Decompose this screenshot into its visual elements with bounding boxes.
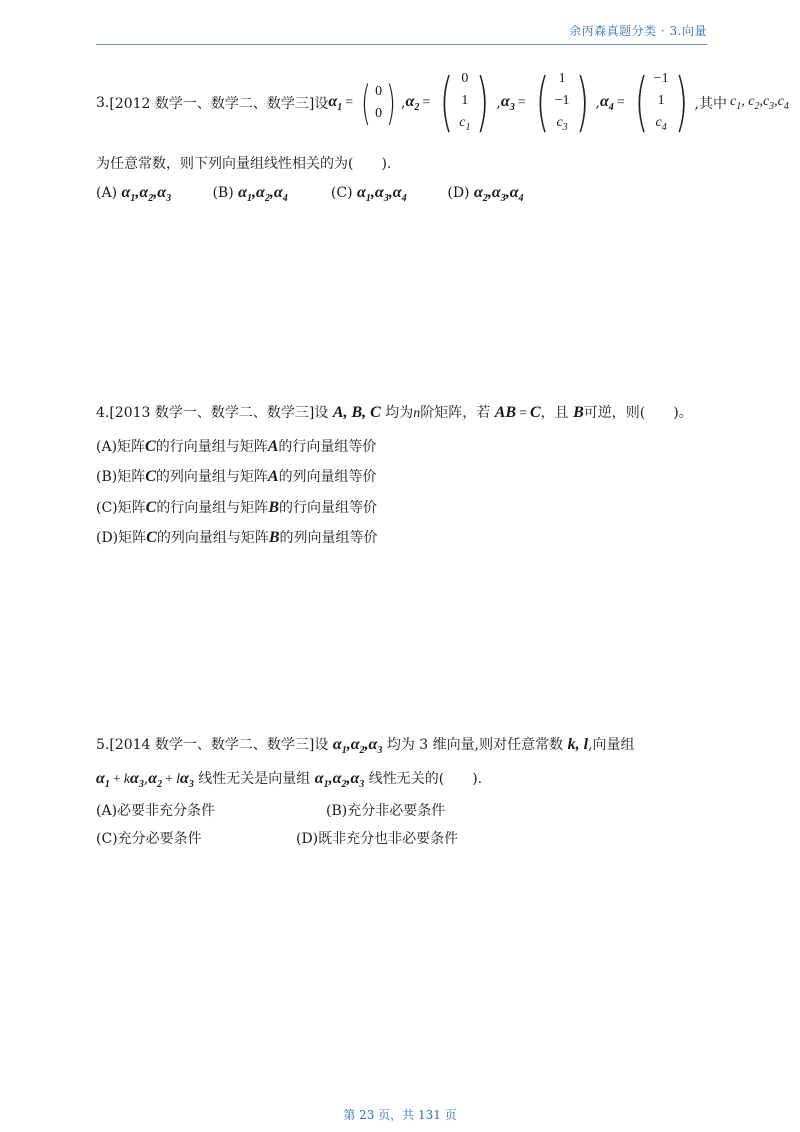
question-5-line-2: $\alpha_1 + k\alpha_3,\alpha_2 + l\alpha_3$ 线性无关是向量组 $\alpha_1,\alpha_2,\alpha_3$ 线性无关的( ).	[96, 770, 483, 791]
question-5-line-1: 5.[2014 数学一、数学二、数学三]设 $\alpha_1,\alpha_2,\alpha_3$ 均为 3 维向量,则对任意常数 k, l,向量组	[96, 736, 635, 757]
option-c: (C) $\alpha_1,\alpha_3,\alpha_4$	[330, 184, 407, 205]
question-4-option-d: (D)矩阵C的列向量组与矩阵B的列向量组等价	[96, 529, 378, 546]
alpha-4: $\alpha_4$	[599, 92, 614, 114]
alpha-1: $\alpha_1$	[328, 92, 343, 114]
question-4-option-a: (A)矩阵C的行向量组与矩阵A的行向量组等价	[96, 438, 377, 455]
question-3-lead: 设	[314, 96, 329, 112]
option-b: (B)充分非必要条件	[326, 803, 446, 819]
vector-alpha-2: ( 0 1 $c_1$ )	[439, 65, 490, 140]
question-3-line-2: 为任意常数，则下列向量组线性相关的为( ).	[96, 156, 392, 172]
option-a: (A)必要非充分条件	[96, 803, 216, 819]
vector-alpha-1: ( 0 0 )	[361, 76, 397, 130]
page-number: 第 23 页，共 131 页	[343, 1108, 457, 1122]
question-5-options-row-2	[96, 828, 458, 848]
option-d: (D) $\alpha_2,\alpha_3,\alpha_4$	[447, 184, 524, 205]
question-3-line-1: 3. [2012 数学一、数学二、数学三] 设 $\alpha_1$ = ( 0 0 ) , $\alpha_2$ = ( 0 1 $c_1$ ) , $\alpha_3$ = ( 1 −1 $c_3$ ) , $\alpha_4$ = ( −1 1 $c_4$ ) ,其中 $c_1$, $c_2,c_3,c_4$	[96, 65, 789, 140]
alpha-2: $\alpha_2$	[405, 92, 420, 114]
header-rule	[96, 44, 707, 45]
question-3-tail: ,其中	[694, 96, 727, 112]
option-c: (C)充分必要条件	[96, 831, 202, 847]
question-5-options-row-1	[96, 800, 445, 820]
question-3-options	[96, 184, 524, 204]
question-3-number: 3.	[96, 95, 110, 111]
running-header: 余丙森真题分类 · 3.向量	[569, 24, 707, 38]
vector-alpha-4: ( −1 1 $c_4$ )	[634, 65, 688, 140]
option-d: (D)既非充分也非必要条件	[296, 831, 459, 847]
question-4-line-1: 4.[2013 数学一、数学二、数学三]设 A, B, C 均为n阶矩阵，若 AB = C，且 B可逆，则( )。	[96, 404, 693, 421]
question-3-source: [2012 数学一、数学二、数学三]	[109, 96, 315, 112]
constants-list: $c_1$, $c_2,c_3,c_4$	[730, 94, 789, 112]
question-4-option-c: (C)矩阵C的行向量组与矩阵B的行向量组等价	[96, 499, 377, 516]
question-4-option-b: (B)矩阵C的列向量组与矩阵A的列向量组等价	[96, 468, 377, 485]
vector-alpha-3: ( 1 −1 $c_3$ )	[535, 65, 589, 140]
option-b: (B) $\alpha_1,\alpha_2,\alpha_4$	[212, 184, 288, 205]
option-a: (A) $\alpha_1,\alpha_2,\alpha_3$	[96, 184, 172, 205]
alpha-3: $\alpha_3$	[500, 92, 515, 114]
